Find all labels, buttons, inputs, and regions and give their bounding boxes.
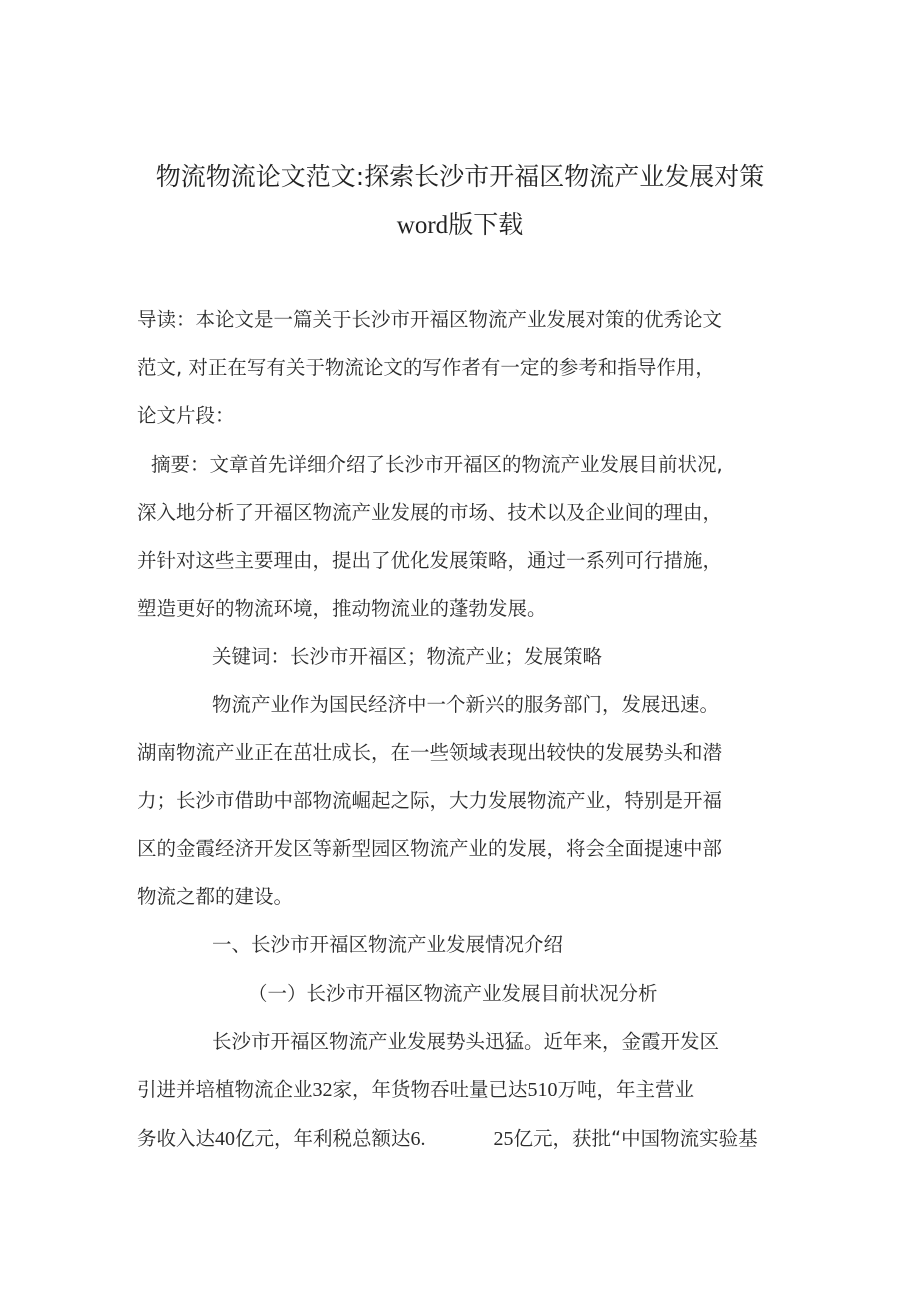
abstract-line-2: 深入地分析了开福区物流产业发展的市场、技术以及企业间的理由， bbox=[137, 501, 723, 524]
number-enterprises: 32 bbox=[312, 1079, 333, 1101]
title-latin-word: word bbox=[396, 212, 449, 239]
text-segment: 引进并培植物流企业 bbox=[137, 1078, 313, 1101]
intro-line-3: 论文片段： bbox=[137, 404, 235, 427]
paragraph1-line-2: 湖南物流产业正在茁壮成长，在一些领域表现出较快的发展势头和潜 bbox=[137, 741, 723, 764]
abstract-line-3: 并针对这些主要理由，提出了优化发展策略，通过一系列可行措施， bbox=[137, 549, 723, 572]
section-1-heading: 一、长沙市开福区物流产业发展情况介绍 bbox=[212, 933, 564, 956]
intro-line-1: 导读：本论文是一篇关于长沙市开福区物流产业发展对策的优秀论文 bbox=[137, 308, 723, 331]
title-cjk-suffix: 版下载 bbox=[448, 210, 524, 239]
number-tax-decimal: 25 bbox=[493, 1128, 514, 1150]
text-segment: 家，年货物吞吐量已达 bbox=[332, 1078, 528, 1101]
document-title-line-2 bbox=[0, 209, 920, 242]
paragraph2-line-2 bbox=[137, 1077, 694, 1103]
text-segment: 亿元，获批“中国物流实验基 bbox=[513, 1127, 758, 1150]
paragraph2-line-1: 长沙市开福区物流产业发展势头迅猛。近年来，金霞开发区 bbox=[212, 1030, 720, 1053]
paragraph2-line-3 bbox=[137, 1126, 758, 1152]
paragraph1-line-4: 区的金霞经济开发区等新型园区物流产业的发展，将会全面提速中部 bbox=[137, 837, 723, 860]
abstract-line-1: 摘要：文章首先详细介绍了长沙市开福区的物流产业发展目前状况, bbox=[151, 453, 723, 476]
number-revenue: 40 bbox=[215, 1128, 236, 1150]
paragraph1-line-1: 物流产业作为国民经济中一个新兴的服务部门，发展迅速。 bbox=[212, 693, 720, 716]
subsection-1-heading: （一）长沙市开福区物流产业发展目前状况分析 bbox=[248, 982, 658, 1005]
text-segment: 亿元，年利税总额达 bbox=[235, 1127, 411, 1150]
abstract-line-4: 塑造更好的物流环境，推动物流业的蓬勃发展。 bbox=[137, 597, 547, 620]
text-segment: 万吨，年主营业 bbox=[557, 1078, 695, 1101]
text-segment: 务收入达 bbox=[137, 1127, 216, 1150]
keywords-line: 关键词：长沙市开福区；物流产业；发展策略 bbox=[212, 645, 603, 668]
paragraph1-line-3: 力；长沙市借助中部物流崛起之际，大力发展物流产业，特别是开福 bbox=[137, 789, 723, 812]
number-throughput: 510 bbox=[527, 1079, 558, 1101]
document-title-line-1: 物流物流论文范文:探索长沙市开福区物流产业发展对策 bbox=[155, 162, 765, 191]
number-tax-integer: 6. bbox=[410, 1128, 426, 1150]
paragraph1-line-5: 物流之都的建设。 bbox=[137, 885, 294, 908]
intro-line-2: 范文, 对正在写有关于物流论文的写作者有一定的参考和指导作用， bbox=[137, 356, 715, 379]
